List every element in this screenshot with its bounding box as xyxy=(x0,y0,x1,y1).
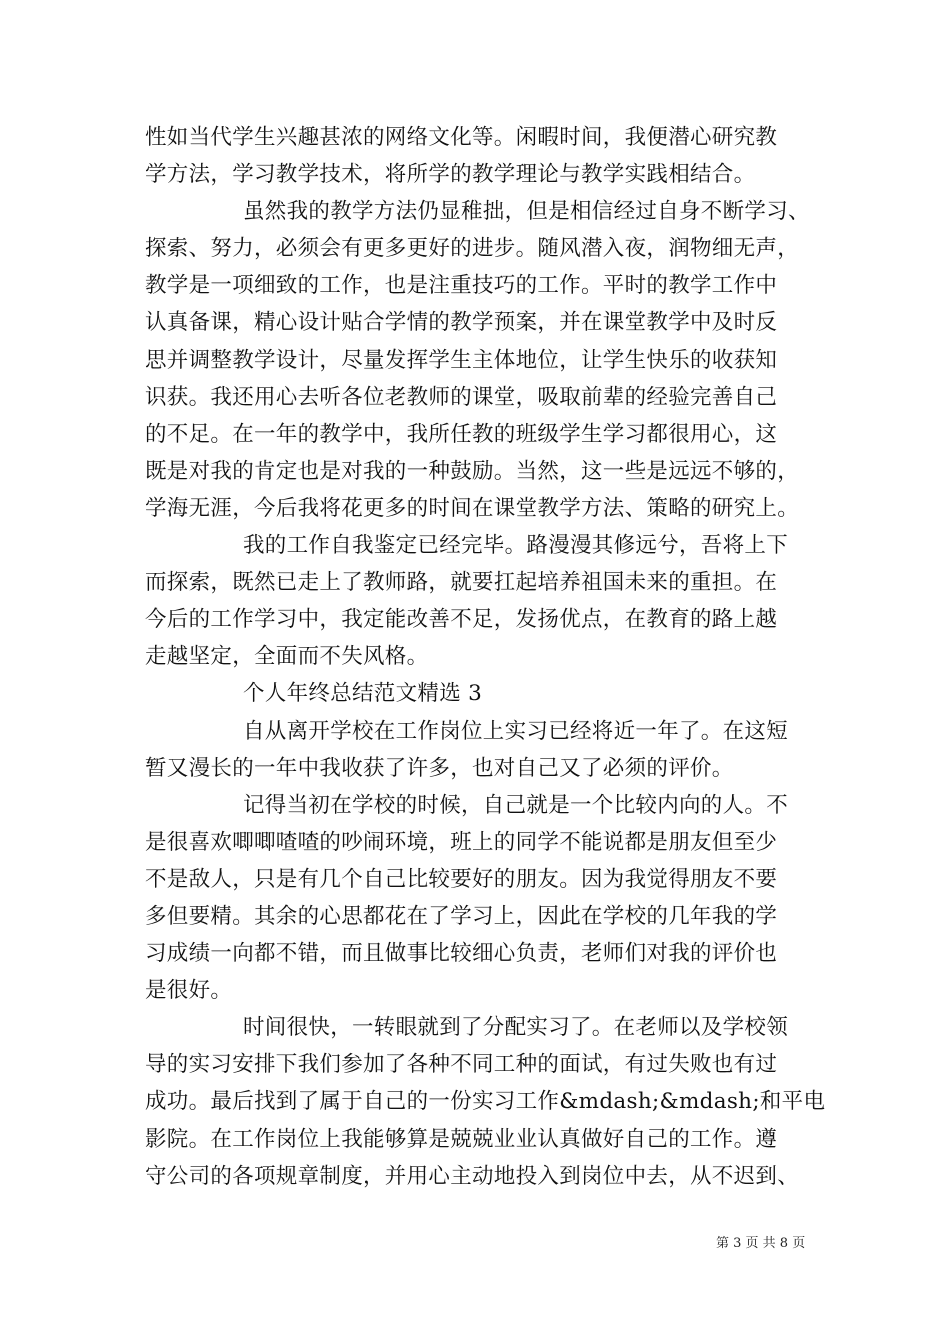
text-line: 走越坚定，全面而不失风格。 xyxy=(145,644,429,670)
text-line: 成功。最后找到了属于自己的一份实习工作&mdash;&mdash;和平电 xyxy=(145,1089,826,1115)
text-line: 记得当初在学校的时候，自己就是一个比较内向的人。不 xyxy=(243,792,789,818)
text-line: 是很喜欢唧唧喳喳的吵闹环境，班上的同学不能说都是朋友但至少 xyxy=(145,829,778,855)
text-line: 我的工作自我鉴定已经完毕。路漫漫其修远兮，吾将上下 xyxy=(243,533,789,559)
text-line: 教学是一项细致的工作，也是注重技巧的工作。平时的教学工作中 xyxy=(145,273,778,299)
text-line: 既是对我的肯定也是对我的一种鼓励。当然，这一些是远远不够的， xyxy=(145,458,800,484)
text-line: 虽然我的教学方法仍显稚拙，但是相信经过自身不断学习、 xyxy=(243,199,810,225)
text-line: 自从离开学校在工作岗位上实习已经将近一年了。在这短 xyxy=(243,718,789,744)
text-line: 多但要精。其余的心思都花在了学习上，因此在学校的几年我的学 xyxy=(145,903,778,929)
text-line: 而探索，既然已走上了教师路，就要扛起培养祖国未来的重担。在 xyxy=(145,570,778,596)
text-line: 学海无涯，今后我将花更多的时间在课堂教学方法、策略的研究上。 xyxy=(145,495,800,521)
text-line: 守公司的各项规章制度，并用心主动地投入到岗位中去，从不迟到、 xyxy=(145,1163,800,1189)
text-line: 思并调整教学设计，尽量发挥学生主体地位，让学生快乐的收获知 xyxy=(145,347,778,373)
text-line: 学方法，学习教学技术，将所学的教学理论与教学实践相结合。 xyxy=(145,162,756,188)
text-line: 习成绩一向都不错，而且做事比较细心负责，老师们对我的评价也 xyxy=(145,941,778,967)
text-line: 性如当代学生兴趣甚浓的网络文化等。闲暇时间，我便潜心研究教 xyxy=(145,125,778,150)
document-body xyxy=(145,119,825,1195)
text-line: 识获。我还用心去听各位老教师的课堂，吸取前辈的经验完善自己 xyxy=(145,384,778,410)
text-line: 时间很快，一转眼就到了分配实习了。在老师以及学校领 xyxy=(243,1015,789,1041)
text-line: 影院。在工作岗位上我能够算是兢兢业业认真做好自己的工作。遵 xyxy=(145,1126,778,1152)
text-line: 暂又漫长的一年中我收获了许多，也对自己又了必须的评价。 xyxy=(145,755,734,781)
text-line: 的不足。在一年的教学中，我所任教的班级学生学习都很用心，这 xyxy=(145,421,778,447)
text-line: 不是敌人，只是有几个自己比较要好的朋友。因为我觉得朋友不要 xyxy=(145,866,778,892)
text-line: 今后的工作学习中，我定能改善不足，发扬优点，在教育的路上越 xyxy=(145,607,778,633)
text-line: 探索、努力，必须会有更多更好的进步。随风潜入夜，润物细无声， xyxy=(145,236,800,262)
text-line: 个人年终总结范文精选 3 xyxy=(243,681,483,707)
page-number-footer: 第 3 页 共 8 页 xyxy=(716,1236,806,1251)
text-line: 导的实习安排下我们参加了各种不同工种的面试，有过失败也有过 xyxy=(145,1052,778,1078)
text-line: 是很好。 xyxy=(145,978,233,1004)
text-line: 认真备课，精心设计贴合学情的教学预案，并在课堂教学中及时反 xyxy=(145,310,778,336)
